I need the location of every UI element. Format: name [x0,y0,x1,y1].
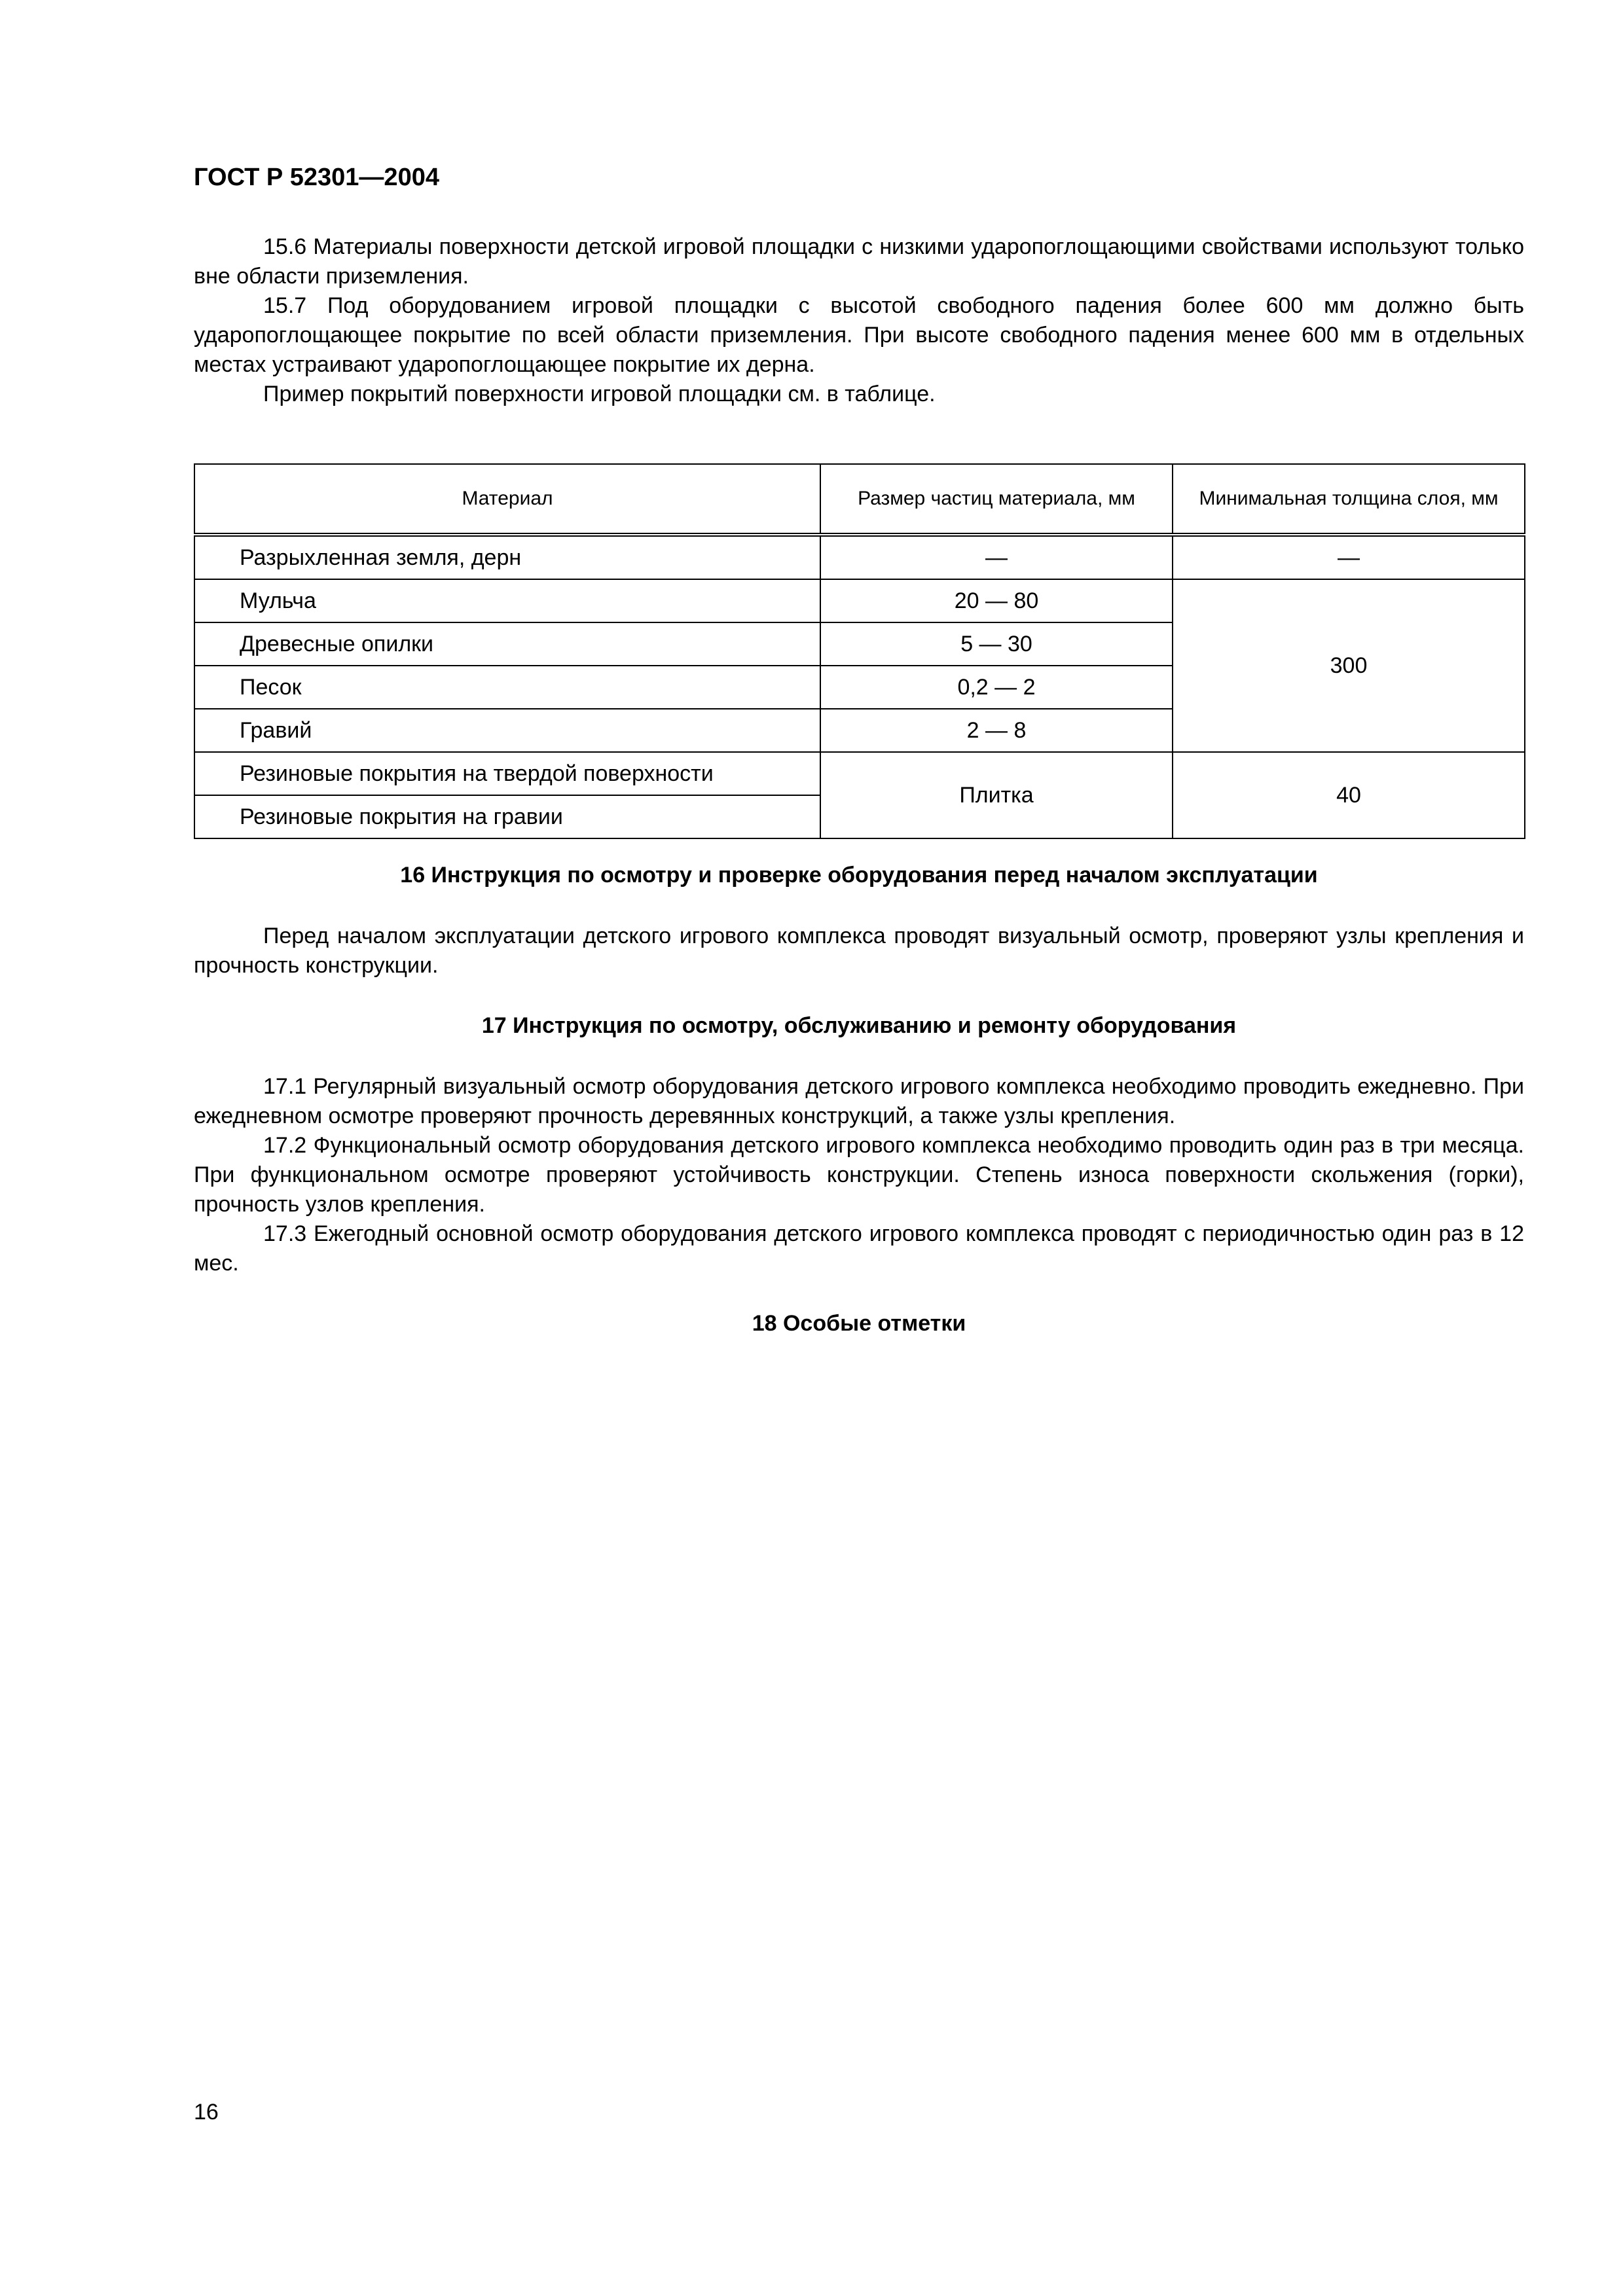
paragraph-15-7: 15.7 Под оборудованием игровой площадки с высотой свободного падения более 600 мм должно быть ударопоглощающее покрытие по всей области приземления. При высоте свободного падения менее 600 мм в отдельных местах устраивают ударопоглощающее покрытие их дерна. [194,293,1524,377]
section-17-heading: 17 Инструкция по осмотру, обслуживанию и ремонту оборудования [481,1013,1237,1038]
table-row [194,579,1525,622]
column-header-particle-size: Размер частиц материала, мм [820,464,1173,535]
min-thickness-merged-cell: 300 [1173,579,1525,752]
table-reference-paragraph: Пример покрытий поверхности игровой площадки см. в таблице. [263,382,936,406]
paragraph-17-2: 17.2 Функциональный осмотр оборудования детского игрового комплекса необходимо проводить один раз в три месяца. При функциональном осмотре проверяют устойчивость конструкции. Степень износа поверхности скольжения (горки), прочность узлов крепления. [194,1133,1524,1217]
column-header-min-thickness: Минимальная толщина слоя, мм [1173,464,1525,535]
table-row [194,535,1525,579]
section-15-text [194,232,1524,409]
surface-materials-table [194,463,1525,839]
table-header-row [194,464,1525,535]
page-number: 16 [194,2100,219,2125]
paragraph-15-6: 15.6 Материалы поверхности детской игровой площадки с низкими ударопоглощающими свойствами используют только вне области приземления. [194,234,1524,289]
section-16-heading: 16 Инструкция по осмотру и проверке оборудования перед началом эксплуатации [400,863,1318,888]
section-16-text [194,922,1524,980]
section-17-text [194,1072,1524,1278]
material-cell: Мульча [194,579,820,622]
material-cell: Резиновые покрытия на твердой поверхности [194,752,820,795]
material-cell: Резиновые покрытия на гравии [194,795,820,838]
particle-size-cell: 2 — 8 [820,709,1173,752]
min-thickness-cell: — [1173,535,1525,579]
particle-size-cell: 20 — 80 [820,579,1173,622]
material-cell: Древесные опилки [194,622,820,666]
paragraph-17-1: 17.1 Регулярный визуальный осмотр оборудования детского игрового комплекса необходимо проводить ежедневно. При ежедневном осмотре проверяют прочность деревянных конструкций, а также узлы крепления. [194,1074,1524,1128]
document-code: ГОСТ Р 52301—2004 [194,164,439,191]
paragraph-17-3: 17.3 Ежегодный основной осмотр оборудования детского игрового комплекса проводят с периодичностью один раз в 12 мес. [194,1221,1524,1276]
material-cell: Разрыхленная земля, дерн [194,535,820,579]
material-cell: Песок [194,666,820,709]
material-cell: Гравий [194,709,820,752]
section-18-heading: 18 Особые отметки [752,1311,966,1336]
particle-size-cell: 5 — 30 [820,622,1173,666]
particle-size-merged-cell: Плитка [820,752,1173,838]
table-row [194,752,1525,795]
min-thickness-merged-cell: 40 [1173,752,1525,838]
particle-size-cell: 0,2 — 2 [820,666,1173,709]
particle-size-cell: — [820,535,1173,579]
paragraph-16: Перед началом эксплуатации детского игрового комплекса проводят визуальный осмотр, проверяют узлы крепления и прочность конструкции. [194,924,1524,978]
column-header-material: Материал [194,464,820,535]
